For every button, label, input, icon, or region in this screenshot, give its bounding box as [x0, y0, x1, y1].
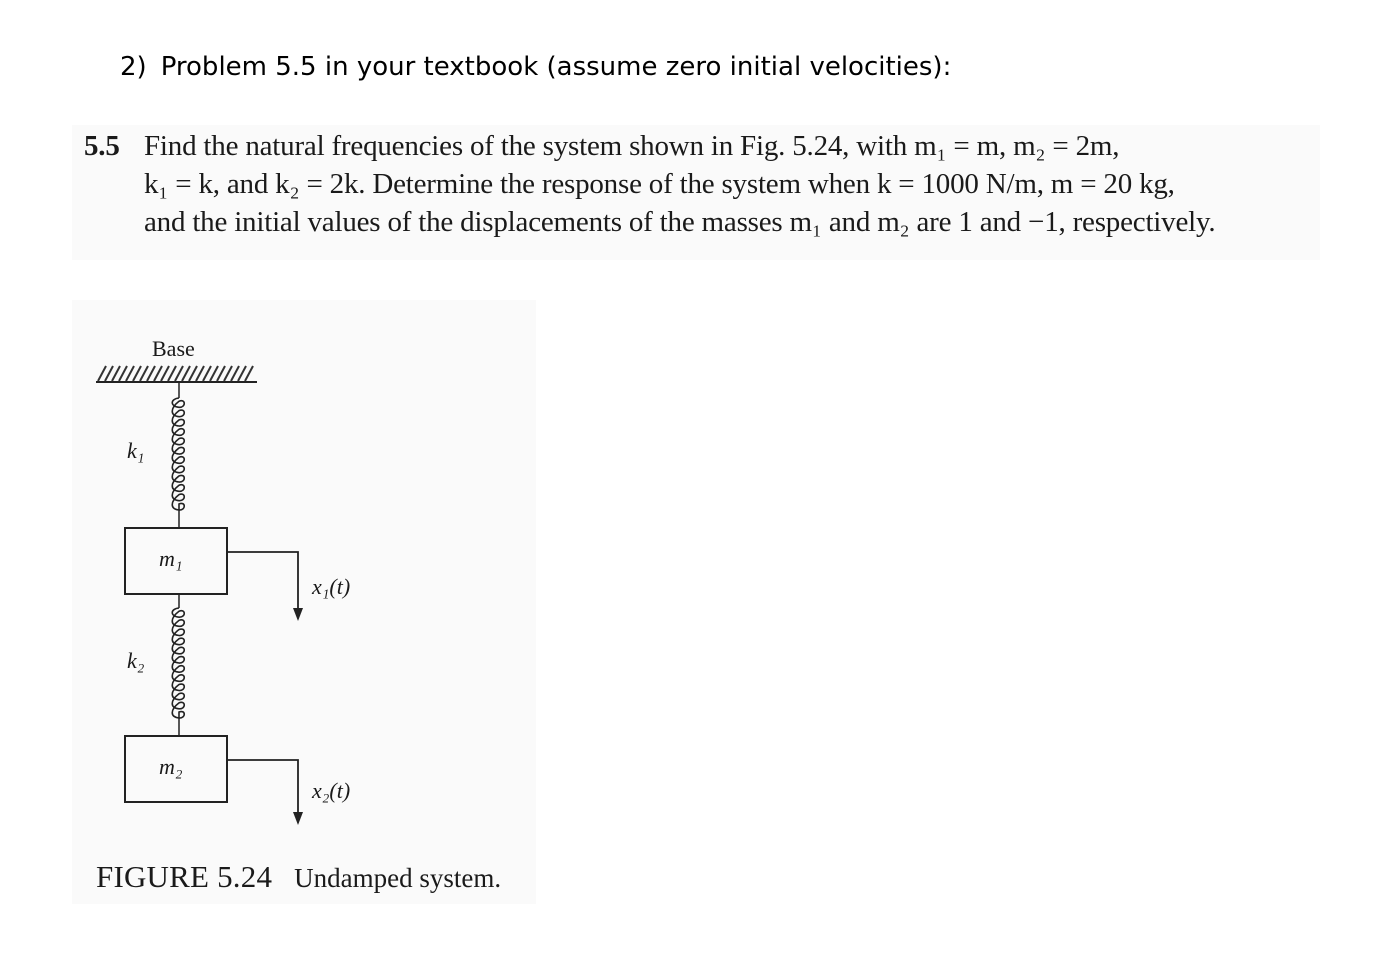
spring-k1 [172, 382, 184, 528]
displacement-arrow-2 [227, 760, 303, 825]
mass2-label: m₂ [159, 754, 183, 779]
spring-k2 [172, 594, 184, 736]
figure-caption [96, 857, 501, 898]
base-ground [96, 366, 257, 382]
problem-line-1: Find the natural frequencies of the system shown in Fig. 5.24, with m₁ = m, m₂ = 2m, [144, 130, 1120, 162]
disp1-label: x₁(t) [312, 574, 351, 599]
disp2-label: x₂(t) [312, 778, 351, 803]
question-text: Problem 5.5 in your textbook (assume zero initial velocities): [160, 52, 952, 82]
mass1-label: m₁ [159, 546, 183, 571]
figure-caption-label: FIGURE 5.24 [96, 859, 273, 894]
question-number: 2) [120, 52, 147, 82]
figure-caption-text: Undamped system. [294, 863, 502, 893]
problem-line-2: k₁ = k, and k₂ = 2k. Determine the response of the system when k = 1000 N/m, m = 20 kg, [144, 168, 1175, 200]
problem-line-3: and the initial values of the displacements of the masses m₁ and m₂ are 1 and −1, respectively. [144, 206, 1216, 238]
spring2-label: k₂ [127, 648, 145, 673]
base-label: Base [152, 336, 195, 361]
problem-number: 5.5 [84, 130, 120, 162]
displacement-arrow-1 [227, 552, 303, 621]
spring1-label: k₁ [127, 438, 145, 463]
